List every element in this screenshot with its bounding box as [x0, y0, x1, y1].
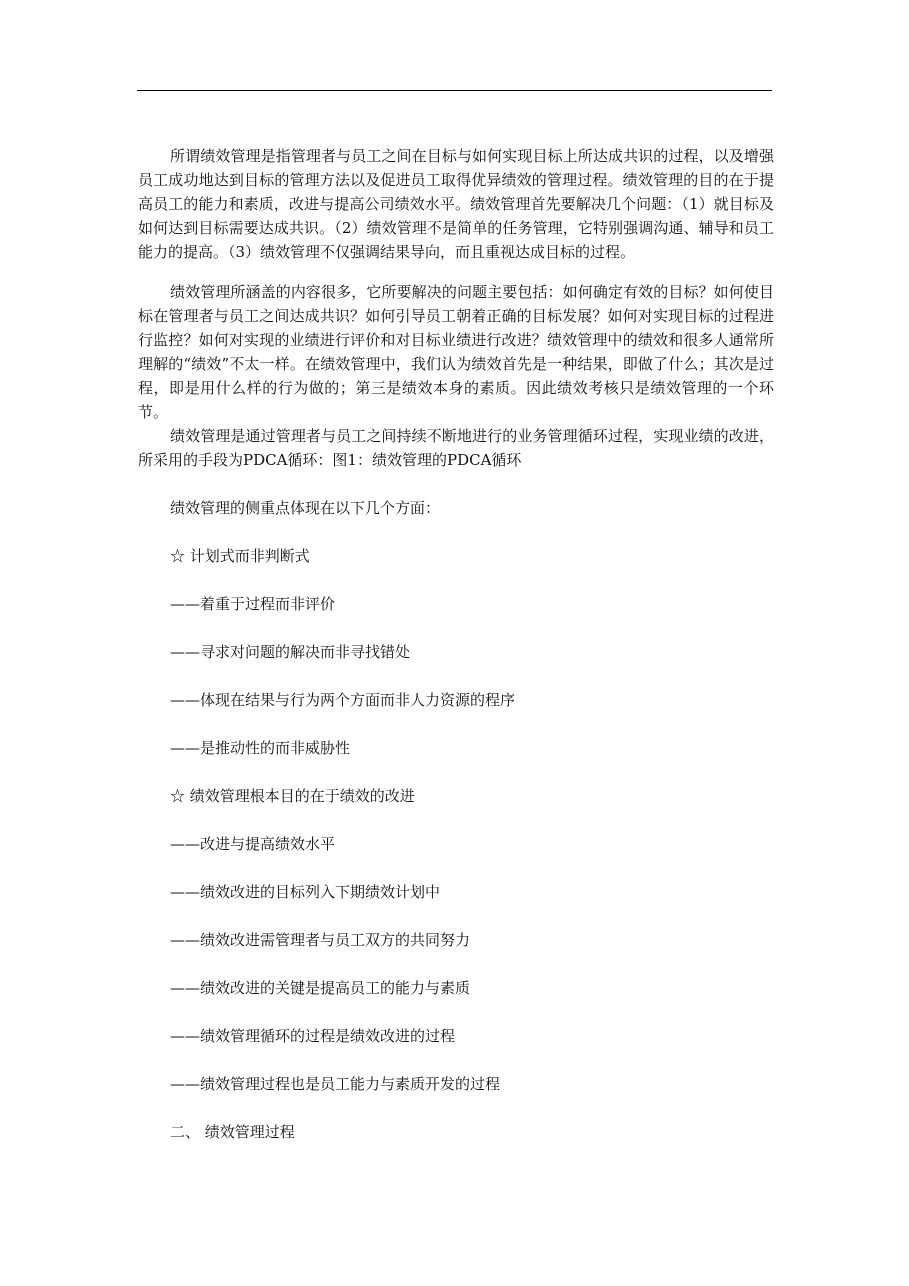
list-intro: 绩效管理的侧重点体现在以下几个方面：: [170, 499, 441, 517]
list-item: ——体现在结果与行为两个方面而非人力资源的程序: [170, 691, 516, 709]
list-item: ——绩效管理过程也是员工能力与素质开发的过程: [170, 1075, 501, 1093]
header-rule: [137, 90, 772, 91]
section-heading: 二、 绩效管理过程: [170, 1123, 295, 1141]
list-item: ——绩效改进需管理者与员工双方的共同努力: [170, 931, 471, 949]
list-item: ——寻求对问题的解决而非寻找错处: [170, 643, 411, 661]
list-item: ——绩效改进的关键是提高员工的能力与素质: [170, 979, 471, 997]
list-item: ——改进与提高绩效水平: [170, 835, 336, 853]
list-item: ——着重于过程而非评价: [170, 595, 336, 613]
paragraph-pdca: 绩效管理是通过管理者与员工之间持续不断地进行的业务管理循环过程，实现业绩的改进，所采用的手段为PDCA循环：图1：绩效管理的PDCA循环: [138, 427, 774, 469]
paragraph-definition: 所谓绩效管理是指管理者与员工之间在目标与如何实现目标上所达成共识的过程，以及增强员工成功地达到目标的管理方法以及促进员工取得优异绩效的管理过程。绩效管理的目的在于提高员工的能力和素质，改进与提高公司绩效水平。绩效管理首先要解决几个问题：（1）就目标及如何达到目标需要达成共识。（2）绩效管理不是简单的任务管理，它特别强调沟通、辅导和员工能力的提高。（3）绩效管理不仅强调结果导向，而且重视达成目标的过程。: [138, 147, 774, 261]
list-heading-star: ☆ 绩效管理根本目的在于绩效的改进: [170, 787, 415, 805]
list-item: ——绩效改进的目标列入下期绩效计划中: [170, 883, 441, 901]
list-heading-star: ☆ 计划式而非判断式: [170, 547, 310, 565]
paragraph-scope: 绩效管理所涵盖的内容很多，它所要解决的问题主要包括：如何确定有效的目标？如何使目标在管理者与员工之间达成共识？如何引导员工朝着正确的目标发展？如何对实现目标的过程进行监控？如何对实现的业绩进行评价和对目标业绩进行改进？绩效管理中的绩效和很多人通常所理解的“绩效”不太一样。在绩效管理中，我们认为绩效首先是一种结果，即做了什么；其次是过程，即是用什么样的行为做的；第三是绩效本身的素质。因此绩效考核只是绩效管理的一个环节。: [138, 283, 774, 421]
list-item: ——绩效管理循环的过程是绩效改进的过程: [170, 1027, 456, 1045]
document-body: [138, 144, 774, 1144]
list-item: ——是推动性的而非威胁性: [170, 739, 351, 757]
